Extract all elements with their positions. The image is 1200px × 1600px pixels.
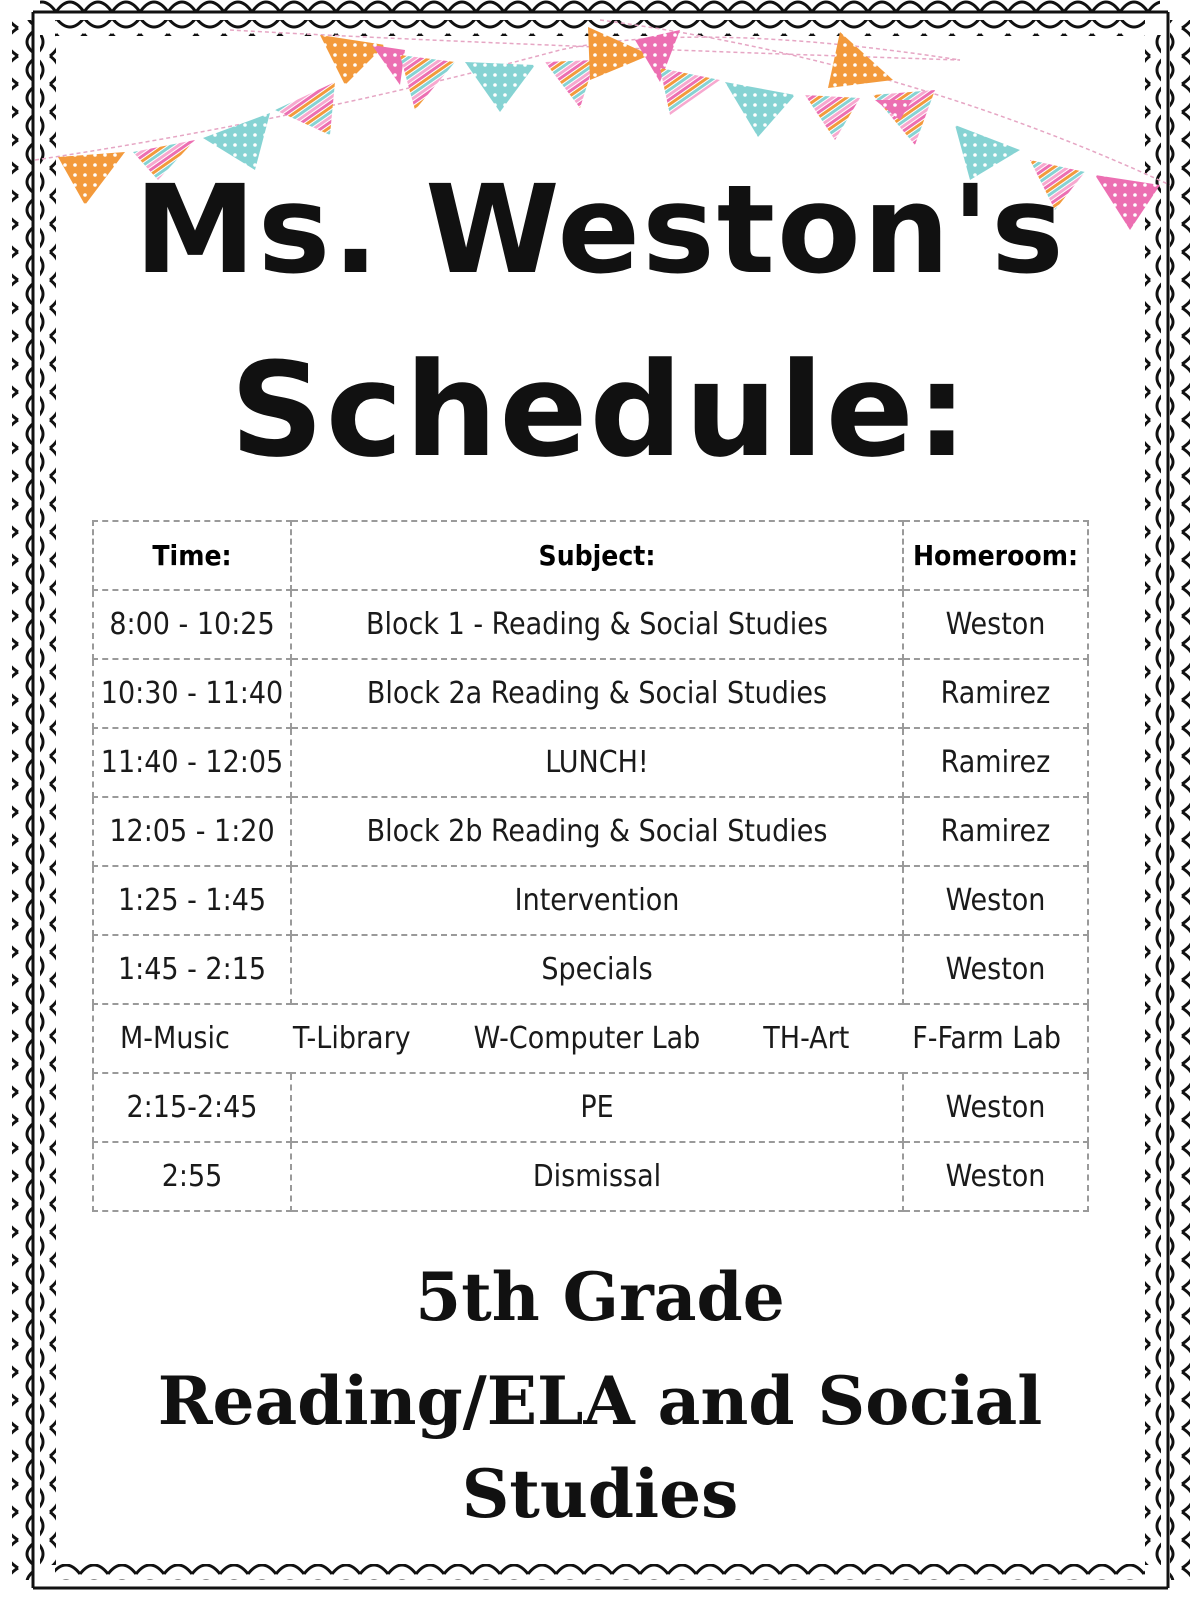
special-thursday: TH-Art xyxy=(763,1021,850,1056)
cell-subject: LUNCH! xyxy=(291,728,903,797)
cell-time: 11:40 - 12:05 xyxy=(93,728,291,797)
table-header-row xyxy=(93,521,1088,590)
table-row xyxy=(93,1142,1088,1211)
cell-time: 2:15-2:45 xyxy=(93,1073,291,1142)
special-friday: F-Farm Lab xyxy=(912,1021,1061,1056)
cell-subject: Specials xyxy=(291,935,903,1004)
cell-homeroom: Weston xyxy=(903,935,1088,1004)
header-time: Time: xyxy=(93,521,291,590)
table-row xyxy=(93,659,1088,728)
cell-subject: Block 2b Reading & Social Studies xyxy=(291,797,903,866)
cell-homeroom: Ramirez xyxy=(903,797,1088,866)
cell-time: 1:25 - 1:45 xyxy=(93,866,291,935)
table-row xyxy=(93,935,1088,1004)
schedule-table xyxy=(92,520,1089,1212)
footer-subject-line-1: Reading/ELA and Social xyxy=(157,1362,1043,1440)
cell-time: 1:45 - 2:15 xyxy=(93,935,291,1004)
footer-grade: 5th Grade xyxy=(415,1258,785,1336)
header-homeroom: Homeroom: xyxy=(903,521,1088,590)
cell-homeroom: Weston xyxy=(903,866,1088,935)
cell-subject: PE xyxy=(291,1073,903,1142)
title-line-2: Schedule: xyxy=(230,334,970,486)
cell-subject: Block 1 - Reading & Social Studies xyxy=(291,590,903,659)
table-row xyxy=(93,1073,1088,1142)
cell-subject: Block 2a Reading & Social Studies xyxy=(291,659,903,728)
specials-rotation-row xyxy=(93,1004,1088,1073)
table-row xyxy=(93,728,1088,797)
header-subject: Subject: xyxy=(291,521,903,590)
cell-subject: Dismissal xyxy=(291,1142,903,1211)
special-monday: M-Music xyxy=(120,1021,230,1056)
cell-homeroom: Ramirez xyxy=(903,659,1088,728)
cell-homeroom: Weston xyxy=(903,1142,1088,1211)
cell-subject: Intervention xyxy=(291,866,903,935)
cell-time: 12:05 - 1:20 xyxy=(93,797,291,866)
cell-homeroom: Ramirez xyxy=(903,728,1088,797)
cell-homeroom: Weston xyxy=(903,590,1088,659)
title-line-1: Ms. Weston's xyxy=(134,159,1066,301)
special-wednesday: W-Computer Lab xyxy=(473,1021,701,1056)
cell-time: 2:55 xyxy=(93,1142,291,1211)
table-row xyxy=(93,797,1088,866)
cell-homeroom: Weston xyxy=(903,1073,1088,1142)
footer-subject-line-2: Studies xyxy=(461,1455,739,1533)
table-row xyxy=(93,590,1088,659)
cell-time: 10:30 - 11:40 xyxy=(93,659,291,728)
table-row xyxy=(93,866,1088,935)
specials-cell xyxy=(93,1004,1088,1073)
cell-time: 8:00 - 10:25 xyxy=(93,590,291,659)
special-tuesday: T-Library xyxy=(292,1021,411,1056)
